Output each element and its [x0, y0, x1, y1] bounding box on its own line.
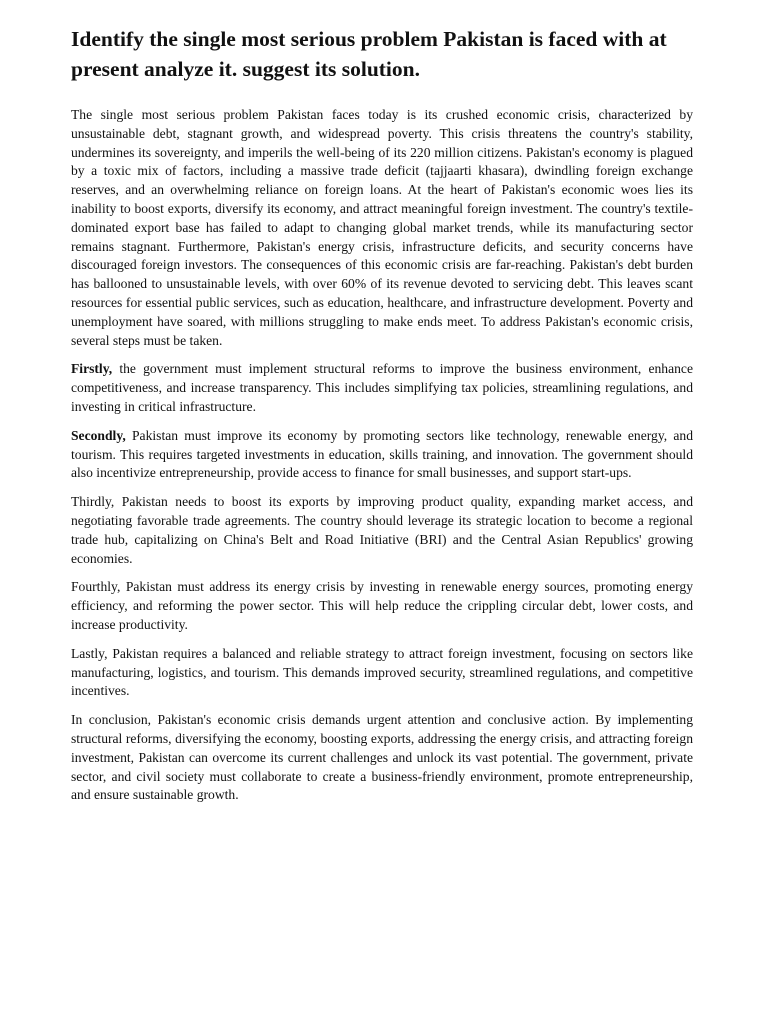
conclusion-paragraph: In conclusion, Pakistan's economic crisis demands urgent attention and conclusive action. By implementing structural reforms, diversifying the economy, boosting exports, addressing the energy crisis, and attracting foreign investment, Pakistan can overcome its current challenges and unlock its vast potential. The government, private sector, and civil society must collaborate to create a business-friendly environment, promote entrepreneurship, and ensure sustainable growth.: [71, 712, 693, 803]
secondly-text: Pakistan must improve its economy by promoting sectors like technology, renewable energy, and tourism. This requires targeted investments in education, skills training, and innovation. The government should also incentivize entrepreneurship, provide access to finance for small businesses, and support start-ups.: [71, 427, 693, 481]
secondly-lead: Secondly,: [71, 427, 126, 443]
intro-paragraph: The single most serious problem Pakistan faces today is its crushed economic crisis, characterized by unsustainable debt, stagnant growth, and widespread poverty. This crisis threatens the country's stability, undermines its sovereignty, and imperils the well-being of its 220 million citizens. Pakistan's economy is plagued by a toxic mix of factors, including a massive trade deficit (tajjaarti khasara), dwindling foreign exchange reserves, and an overwhelming reliance on foreign loans. At the heart of Pakistan's economic woes lies its inability to boost exports, diversify its economy, and attract meaningful foreign investment. The country's textile-dominated export base has failed to adapt to changing global market trends, while its manufacturing sector remains stagnant. Furthermore, Pakistan's energy crisis, infrastructure deficits, and security concerns have discouraged foreign investors. The consequences of this economic crisis are far-reaching. Pakistan's debt burden has ballooned to unsustainable levels, with over 60% of its revenue devoted to servicing debt. This leaves scant resources for essential public services, such as education, healthcare, and infrastructure development. Poverty and unemployment have soared, with millions struggling to make ends meet. To address Pakistan's economic crisis, several steps must be taken.: [71, 107, 693, 348]
lastly-paragraph: Lastly, Pakistan requires a balanced and reliable strategy to attract foreign investment, focusing on sectors like manufacturing, logistics, and tourism. This demands improved security, streamlined regulations, and competitive incentives.: [71, 645, 693, 699]
firstly-lead: Firstly,: [71, 361, 113, 377]
document-title: Identify the single most serious problem Pakistan is faced with at present analyze it. suggest its solution.: [71, 27, 667, 81]
secondly-paragraph: [71, 427, 693, 483]
firstly-paragraph: [71, 360, 693, 416]
thirdly-paragraph: Thirdly, Pakistan needs to boost its exports by improving product quality, expanding market access, and negotiating favorable trade agreements. The country should leverage its strategic location to become a regional trade hub, capitalizing on China's Belt and Road Initiative (BRI) and the Central Asian Republics' growing economies.: [71, 494, 693, 566]
document-page: [71, 24, 693, 815]
firstly-text: the government must implement structural reforms to improve the business environment, enhance competitiveness, and increase transparency. This includes simplifying tax policies, streamlining regulations, and investing in critical infrastructure.: [71, 361, 693, 414]
fourthly-paragraph: Fourthly, Pakistan must address its energy crisis by investing in renewable energy sources, promoting energy efficiency, and reforming the power sector. This will help reduce the crippling circular debt, lower costs, and increase productivity.: [71, 579, 693, 632]
